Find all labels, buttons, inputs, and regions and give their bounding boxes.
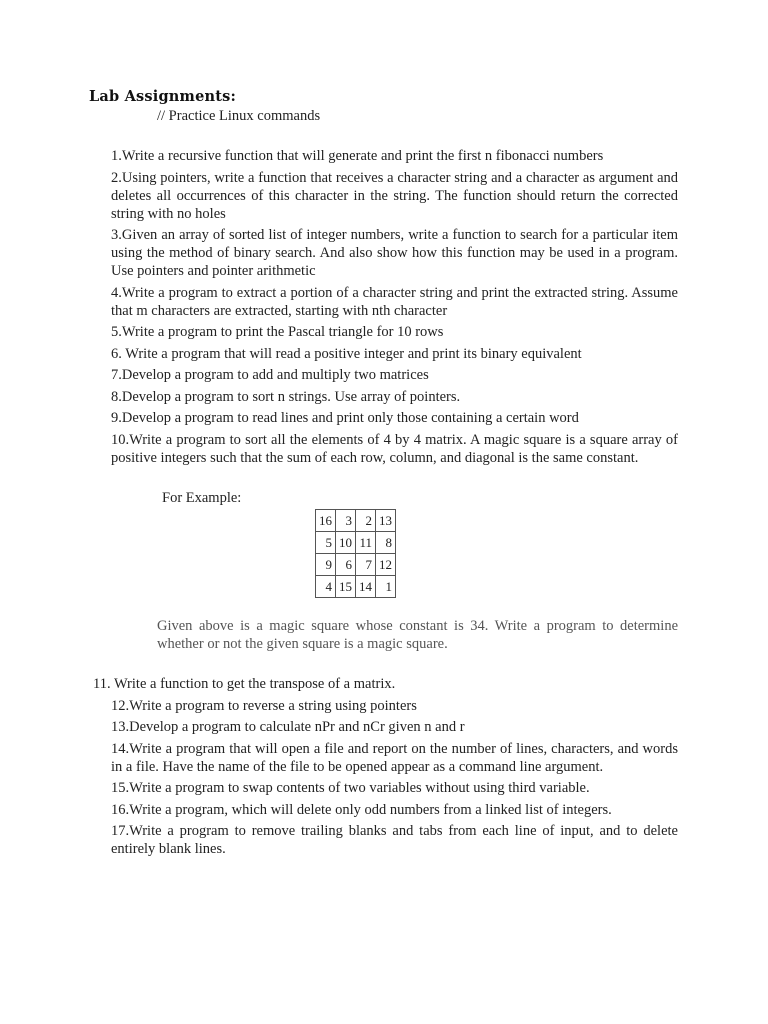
assignment-item: 9.Develop a program to read lines and print only those containing a certain word <box>111 410 579 426</box>
assignment-item: 11. Write a function to get the transpose of a matrix. <box>93 676 396 692</box>
assignment-list-part1 <box>111 147 678 470</box>
table-row <box>316 510 396 532</box>
table-cell: 5 <box>316 532 336 554</box>
example-label: For Example: <box>162 490 242 506</box>
table-cell: 4 <box>316 576 336 598</box>
assignment-item: 15.Write a program to swap contents of two variables without using third variable. <box>111 780 590 796</box>
assignment-item: 12.Write a program to reverse a string using pointers <box>111 697 417 714</box>
table-row <box>316 532 396 554</box>
magic-square-table <box>315 509 396 598</box>
page-title: Lab Assignments: <box>89 88 237 105</box>
table-row <box>316 554 396 576</box>
assignment-item: 6. Write a program that will read a positive integer and print its binary equivalent <box>111 345 582 362</box>
table-cell: 15 <box>336 576 356 598</box>
table-cell: 3 <box>336 510 356 532</box>
table-cell: 6 <box>336 554 356 576</box>
table-cell: 8 <box>376 532 396 554</box>
assignment-item: 3.Given an array of sorted list of integer numbers, write a function to search for a particular item using the method of binary search. And also show how this function may be used in a program. Use pointers and pointer arithmetic <box>111 227 678 279</box>
assignment-item: 10.Write a program to sort all the elements of 4 by 4 matrix. A magic square is a square array of positive integers such that the sum of each row, column, and diagonal is the same constant. <box>111 431 678 466</box>
table-cell: 9 <box>316 554 336 576</box>
assignment-item: 8.Develop a program to sort n strings. Use array of pointers. <box>111 388 461 405</box>
table-cell: 12 <box>376 554 396 576</box>
table-cell: 2 <box>356 510 376 532</box>
table-cell: 1 <box>376 576 396 598</box>
table-cell: 11 <box>356 532 376 554</box>
assignment-item: 4.Write a program to extract a portion of a character string and print the extracted string. Assume that m characters are extracted, starting with nth character <box>111 284 678 319</box>
assignment-item: 16.Write a program, which will delete only odd numbers from a linked list of integers. <box>111 801 612 818</box>
assignment-item: 5.Write a program to print the Pascal triangle for 10 rows <box>111 324 444 340</box>
assignment-item: 1.Write a recursive function that will generate and print the first n fibonacci numbers <box>111 148 604 164</box>
page-subtitle: // Practice Linux commands <box>157 108 321 124</box>
table-cell: 7 <box>356 554 376 576</box>
assignment-list-part2 <box>93 675 678 862</box>
assignment-item: 2.Using pointers, write a function that receives a character string and a character as argument and deletes all occurrences of this character in the string. The function should return the corrected string with no holes <box>111 169 678 222</box>
assignment-item: 17.Write a program to remove trailing blanks and tabs from each line of input, and to delete entirely blank lines. <box>111 823 678 857</box>
table-cell: 16 <box>316 510 336 532</box>
table-cell: 10 <box>336 532 356 554</box>
table-row <box>316 576 396 598</box>
magic-square-note: Given above is a magic square whose constant is 34. Write a program to determine whether or not the given square is a magic square. <box>157 618 678 652</box>
table-cell: 13 <box>376 510 396 532</box>
assignment-item: 7.Develop a program to add and multiply two matrices <box>111 367 429 383</box>
assignment-item: 13.Develop a program to calculate nPr and nCr given n and r <box>111 719 465 735</box>
table-cell: 14 <box>356 576 376 598</box>
assignment-item: 14.Write a program that will open a file and report on the number of lines, characters, and words in a file. Have the name of the file to be opened appear as a command line argument. <box>111 740 678 775</box>
